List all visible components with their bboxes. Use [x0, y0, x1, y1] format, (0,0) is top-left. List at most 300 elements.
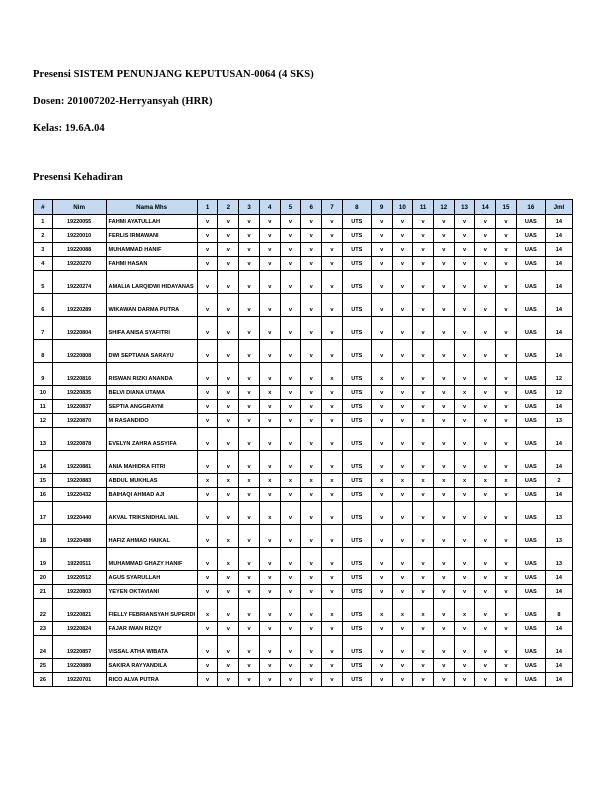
- student-name-cell: RICO ALVA PUTRA: [106, 673, 197, 687]
- column-header: Jml: [545, 200, 572, 215]
- total-cell: 14: [545, 636, 572, 659]
- attendance-mark-cell: v: [371, 622, 392, 636]
- attendance-mark-cell: v: [371, 525, 392, 548]
- student-name-cell: HAFIZ AHMAD HAIKAL: [106, 525, 197, 548]
- attendance-mark-cell: v: [197, 525, 218, 548]
- attendance-mark-cell: v: [413, 271, 434, 294]
- attendance-mark-cell: v: [475, 400, 496, 414]
- nim-cell: 19220511: [52, 548, 106, 571]
- attendance-mark-cell: v: [392, 428, 413, 451]
- row-number-cell: 22: [34, 599, 53, 622]
- attendance-mark-cell: v: [454, 502, 475, 525]
- column-header: 9: [371, 200, 392, 215]
- attendance-mark-cell: v: [454, 451, 475, 474]
- attendance-mark-cell: v: [496, 363, 517, 386]
- total-cell: 14: [545, 271, 572, 294]
- attendance-mark-cell: v: [301, 451, 322, 474]
- student-name-cell: ABDUL MUKHLAS: [106, 474, 197, 488]
- attendance-mark-cell: v: [197, 215, 218, 229]
- attendance-mark-cell: v: [475, 502, 496, 525]
- total-cell: 14: [545, 673, 572, 687]
- attendance-mark-cell: v: [301, 622, 322, 636]
- attendance-mark-cell: v: [239, 502, 260, 525]
- attendance-mark-cell: v: [197, 428, 218, 451]
- total-cell: 14: [545, 488, 572, 502]
- attendance-mark-cell: x: [371, 474, 392, 488]
- attendance-mark-cell: v: [301, 571, 322, 585]
- attendance-mark-cell: v: [280, 428, 301, 451]
- attendance-mark-cell: v: [496, 271, 517, 294]
- attendance-mark-cell: v: [322, 215, 343, 229]
- attendance-mark-cell: v: [454, 428, 475, 451]
- student-name-cell: MUHAMMAD GHAZY HANIF: [106, 548, 197, 571]
- attendance-mark-cell: UAS: [516, 585, 545, 599]
- attendance-mark-cell: v: [454, 294, 475, 317]
- attendance-mark-cell: x: [392, 474, 413, 488]
- attendance-mark-cell: v: [475, 428, 496, 451]
- row-number-cell: 7: [34, 317, 53, 340]
- attendance-mark-cell: v: [496, 257, 517, 271]
- attendance-mark-cell: v: [280, 414, 301, 428]
- column-header: 10: [392, 200, 413, 215]
- attendance-mark-cell: UAS: [516, 363, 545, 386]
- attendance-mark-cell: UTS: [342, 271, 371, 294]
- attendance-mark-cell: v: [496, 215, 517, 229]
- attendance-mark-cell: v: [454, 317, 475, 340]
- attendance-mark-cell: v: [392, 386, 413, 400]
- row-number-cell: 14: [34, 451, 53, 474]
- attendance-mark-cell: UTS: [342, 363, 371, 386]
- attendance-mark-cell: x: [239, 474, 260, 488]
- row-number-cell: 15: [34, 474, 53, 488]
- attendance-mark-cell: v: [433, 451, 454, 474]
- attendance-mark-cell: v: [496, 571, 517, 585]
- attendance-mark-cell: UAS: [516, 215, 545, 229]
- attendance-mark-cell: v: [301, 243, 322, 257]
- attendance-mark-cell: v: [218, 386, 239, 400]
- attendance-mark-cell: v: [259, 317, 280, 340]
- attendance-mark-cell: v: [239, 294, 260, 317]
- attendance-mark-cell: UTS: [342, 215, 371, 229]
- attendance-mark-cell: v: [259, 673, 280, 687]
- total-cell: 2: [545, 474, 572, 488]
- nim-cell: 19220289: [52, 294, 106, 317]
- total-cell: 14: [545, 451, 572, 474]
- attendance-mark-cell: UAS: [516, 414, 545, 428]
- attendance-mark-cell: v: [197, 488, 218, 502]
- attendance-mark-cell: UAS: [516, 636, 545, 659]
- attendance-mark-cell: v: [301, 400, 322, 414]
- table-row: [34, 294, 573, 317]
- row-number-cell: 4: [34, 257, 53, 271]
- attendance-mark-cell: v: [239, 317, 260, 340]
- attendance-mark-cell: v: [496, 659, 517, 673]
- attendance-mark-cell: v: [475, 229, 496, 243]
- table-row: [34, 659, 573, 673]
- attendance-mark-cell: v: [280, 451, 301, 474]
- attendance-mark-cell: v: [392, 451, 413, 474]
- attendance-mark-cell: UTS: [342, 474, 371, 488]
- student-name-cell: ANIA MAHIDRA FITRI: [106, 451, 197, 474]
- attendance-mark-cell: x: [280, 474, 301, 488]
- attendance-mark-cell: v: [280, 488, 301, 502]
- table-header-row: [34, 200, 573, 215]
- total-cell: 8: [545, 599, 572, 622]
- attendance-mark-cell: v: [239, 243, 260, 257]
- student-name-cell: BAIHAQI AHMAD AJI: [106, 488, 197, 502]
- attendance-mark-cell: v: [454, 257, 475, 271]
- table-row: [34, 215, 573, 229]
- attendance-mark-cell: v: [322, 525, 343, 548]
- attendance-mark-cell: v: [413, 294, 434, 317]
- attendance-mark-cell: v: [433, 673, 454, 687]
- attendance-mark-cell: v: [392, 257, 413, 271]
- attendance-mark-cell: v: [197, 229, 218, 243]
- attendance-mark-cell: v: [239, 622, 260, 636]
- attendance-mark-cell: UAS: [516, 294, 545, 317]
- student-name-cell: FIELLY FEBRIANSYAH SUPERDI: [106, 599, 197, 622]
- attendance-mark-cell: x: [322, 599, 343, 622]
- nim-cell: 19220055: [52, 215, 106, 229]
- attendance-mark-cell: x: [301, 474, 322, 488]
- attendance-mark-cell: x: [259, 474, 280, 488]
- attendance-mark-cell: v: [392, 673, 413, 687]
- attendance-mark-cell: v: [218, 229, 239, 243]
- column-header: 16: [516, 200, 545, 215]
- total-cell: 14: [545, 243, 572, 257]
- attendance-mark-cell: v: [413, 400, 434, 414]
- course-title: Presensi SISTEM PENUNJANG KEPUTUSAN-0064 (4 SKS): [33, 69, 314, 80]
- row-number-cell: 12: [34, 414, 53, 428]
- attendance-mark-cell: v: [454, 400, 475, 414]
- attendance-mark-cell: v: [433, 340, 454, 363]
- column-header: 12: [433, 200, 454, 215]
- attendance-mark-cell: v: [392, 271, 413, 294]
- table-row: [34, 548, 573, 571]
- attendance-mark-cell: v: [475, 636, 496, 659]
- attendance-mark-cell: x: [322, 363, 343, 386]
- attendance-mark-cell: v: [301, 363, 322, 386]
- nim-cell: 19220512: [52, 571, 106, 585]
- total-cell: 14: [545, 571, 572, 585]
- attendance-mark-cell: v: [392, 400, 413, 414]
- table-row: [34, 340, 573, 363]
- attendance-mark-cell: v: [433, 622, 454, 636]
- attendance-mark-cell: UAS: [516, 525, 545, 548]
- attendance-mark-cell: v: [496, 294, 517, 317]
- attendance-mark-cell: v: [280, 659, 301, 673]
- attendance-mark-cell: x: [433, 474, 454, 488]
- row-number-cell: 6: [34, 294, 53, 317]
- table-row: [34, 428, 573, 451]
- attendance-mark-cell: v: [239, 488, 260, 502]
- attendance-mark-cell: v: [433, 257, 454, 271]
- attendance-mark-cell: v: [475, 215, 496, 229]
- attendance-mark-cell: v: [475, 548, 496, 571]
- attendance-mark-cell: v: [322, 659, 343, 673]
- attendance-mark-cell: v: [433, 243, 454, 257]
- attendance-mark-cell: v: [301, 414, 322, 428]
- attendance-mark-cell: v: [280, 673, 301, 687]
- attendance-mark-cell: UTS: [342, 257, 371, 271]
- row-number-cell: 13: [34, 428, 53, 451]
- nim-cell: 19220803: [52, 585, 106, 599]
- student-name-cell: M RASANDIDO: [106, 414, 197, 428]
- attendance-mark-cell: v: [496, 400, 517, 414]
- column-header: 14: [475, 200, 496, 215]
- attendance-mark-cell: UTS: [342, 229, 371, 243]
- attendance-mark-cell: v: [301, 294, 322, 317]
- attendance-mark-cell: v: [454, 488, 475, 502]
- attendance-mark-cell: v: [496, 622, 517, 636]
- attendance-mark-cell: UAS: [516, 229, 545, 243]
- attendance-mark-cell: UTS: [342, 525, 371, 548]
- row-number-cell: 25: [34, 659, 53, 673]
- attendance-mark-cell: v: [239, 400, 260, 414]
- attendance-mark-cell: x: [413, 414, 434, 428]
- total-cell: 14: [545, 340, 572, 363]
- attendance-mark-cell: UAS: [516, 451, 545, 474]
- attendance-mark-cell: v: [371, 229, 392, 243]
- attendance-mark-cell: v: [280, 229, 301, 243]
- nim-cell: 19220088: [52, 243, 106, 257]
- attendance-mark-cell: v: [454, 636, 475, 659]
- column-header: 7: [322, 200, 343, 215]
- attendance-mark-cell: x: [322, 474, 343, 488]
- total-cell: 14: [545, 294, 572, 317]
- attendance-mark-cell: v: [371, 243, 392, 257]
- column-header: 6: [301, 200, 322, 215]
- attendance-mark-cell: v: [218, 294, 239, 317]
- column-header: Nama Mhs: [106, 200, 197, 215]
- nim-cell: 19220010: [52, 229, 106, 243]
- attendance-mark-cell: v: [280, 636, 301, 659]
- nim-cell: 19220870: [52, 414, 106, 428]
- attendance-mark-cell: UTS: [342, 488, 371, 502]
- attendance-mark-cell: UAS: [516, 599, 545, 622]
- attendance-mark-cell: v: [322, 294, 343, 317]
- nim-cell: 19220440: [52, 502, 106, 525]
- attendance-mark-cell: v: [197, 386, 218, 400]
- attendance-mark-cell: v: [496, 525, 517, 548]
- attendance-mark-cell: v: [259, 571, 280, 585]
- attendance-mark-cell: v: [239, 386, 260, 400]
- attendance-mark-cell: v: [413, 215, 434, 229]
- attendance-mark-cell: v: [322, 229, 343, 243]
- nim-cell: 19220488: [52, 525, 106, 548]
- column-header: 11: [413, 200, 434, 215]
- nim-cell: 19220878: [52, 428, 106, 451]
- attendance-mark-cell: v: [301, 271, 322, 294]
- attendance-mark-cell: UAS: [516, 659, 545, 673]
- attendance-mark-cell: v: [475, 659, 496, 673]
- attendance-mark-cell: v: [475, 673, 496, 687]
- attendance-mark-cell: v: [239, 414, 260, 428]
- attendance-mark-cell: v: [475, 271, 496, 294]
- nim-cell: 19220274: [52, 271, 106, 294]
- attendance-mark-cell: v: [392, 502, 413, 525]
- student-name-cell: BELVI DIANA UTAMA: [106, 386, 197, 400]
- attendance-mark-cell: v: [392, 571, 413, 585]
- attendance-mark-cell: v: [433, 548, 454, 571]
- attendance-mark-cell: v: [301, 488, 322, 502]
- attendance-mark-cell: UTS: [342, 502, 371, 525]
- attendance-mark-cell: v: [433, 428, 454, 451]
- table-row: [34, 257, 573, 271]
- attendance-mark-cell: v: [218, 414, 239, 428]
- attendance-mark-cell: UTS: [342, 673, 371, 687]
- attendance-mark-cell: v: [218, 215, 239, 229]
- total-cell: 14: [545, 659, 572, 673]
- attendance-mark-cell: v: [475, 525, 496, 548]
- attendance-mark-cell: x: [197, 474, 218, 488]
- attendance-mark-cell: v: [413, 659, 434, 673]
- attendance-mark-cell: UTS: [342, 585, 371, 599]
- attendance-mark-cell: v: [371, 414, 392, 428]
- column-header: 2: [218, 200, 239, 215]
- attendance-mark-cell: v: [218, 622, 239, 636]
- column-header: 4: [259, 200, 280, 215]
- attendance-mark-cell: v: [301, 636, 322, 659]
- attendance-mark-cell: v: [218, 243, 239, 257]
- attendance-mark-cell: v: [371, 488, 392, 502]
- attendance-mark-cell: UAS: [516, 488, 545, 502]
- attendance-mark-cell: v: [475, 317, 496, 340]
- attendance-mark-cell: v: [433, 599, 454, 622]
- attendance-mark-cell: v: [413, 428, 434, 451]
- attendance-mark-cell: v: [218, 673, 239, 687]
- total-cell: 14: [545, 400, 572, 414]
- attendance-mark-cell: v: [392, 363, 413, 386]
- attendance-mark-cell: v: [259, 636, 280, 659]
- student-name-cell: EVELYN ZAHRA ASSYIFA: [106, 428, 197, 451]
- column-header: 5: [280, 200, 301, 215]
- attendance-mark-cell: v: [454, 229, 475, 243]
- row-number-cell: 11: [34, 400, 53, 414]
- table-row: [34, 673, 573, 687]
- student-name-cell: VISSAL ATHA WIBATA: [106, 636, 197, 659]
- attendance-mark-cell: v: [413, 502, 434, 525]
- attendance-mark-cell: v: [454, 659, 475, 673]
- attendance-mark-cell: v: [496, 451, 517, 474]
- attendance-mark-cell: v: [433, 215, 454, 229]
- attendance-mark-cell: v: [454, 585, 475, 599]
- attendance-mark-cell: v: [259, 659, 280, 673]
- attendance-mark-cell: x: [259, 386, 280, 400]
- attendance-mark-cell: v: [413, 363, 434, 386]
- total-cell: 12: [545, 363, 572, 386]
- attendance-mark-cell: v: [371, 340, 392, 363]
- table-row: [34, 363, 573, 386]
- attendance-mark-cell: v: [454, 622, 475, 636]
- attendance-mark-cell: v: [259, 294, 280, 317]
- attendance-mark-cell: UAS: [516, 400, 545, 414]
- attendance-mark-cell: v: [218, 599, 239, 622]
- total-cell: 14: [545, 229, 572, 243]
- attendance-mark-cell: v: [413, 488, 434, 502]
- student-name-cell: FAHMI HASAN: [106, 257, 197, 271]
- column-header: 1: [197, 200, 218, 215]
- attendance-mark-cell: v: [454, 673, 475, 687]
- attendance-mark-cell: UTS: [342, 428, 371, 451]
- nim-cell: 19220857: [52, 636, 106, 659]
- attendance-mark-cell: v: [392, 294, 413, 317]
- row-number-cell: 26: [34, 673, 53, 687]
- attendance-mark-cell: v: [218, 428, 239, 451]
- row-number-cell: 2: [34, 229, 53, 243]
- attendance-mark-cell: UTS: [342, 317, 371, 340]
- attendance-mark-cell: v: [433, 571, 454, 585]
- attendance-mark-cell: x: [454, 386, 475, 400]
- attendance-mark-cell: v: [280, 340, 301, 363]
- attendance-mark-cell: v: [197, 340, 218, 363]
- total-cell: 14: [545, 585, 572, 599]
- attendance-mark-cell: v: [280, 548, 301, 571]
- attendance-mark-cell: v: [280, 400, 301, 414]
- total-cell: 14: [545, 428, 572, 451]
- nim-cell: 19220883: [52, 474, 106, 488]
- table-row: [34, 386, 573, 400]
- table-row: [34, 622, 573, 636]
- table-row: [34, 400, 573, 414]
- attendance-mark-cell: v: [392, 215, 413, 229]
- attendance-mark-cell: v: [301, 215, 322, 229]
- attendance-mark-cell: v: [218, 400, 239, 414]
- attendance-mark-cell: v: [433, 636, 454, 659]
- table-row: [34, 585, 573, 599]
- column-header: #: [34, 200, 53, 215]
- attendance-mark-cell: UAS: [516, 548, 545, 571]
- table-row: [34, 451, 573, 474]
- attendance-mark-cell: v: [496, 585, 517, 599]
- attendance-mark-cell: x: [371, 363, 392, 386]
- attendance-mark-cell: v: [496, 243, 517, 257]
- attendance-mark-cell: v: [475, 571, 496, 585]
- total-cell: 14: [545, 622, 572, 636]
- attendance-mark-cell: v: [371, 294, 392, 317]
- attendance-mark-cell: v: [322, 571, 343, 585]
- attendance-mark-cell: v: [392, 414, 413, 428]
- nim-cell: 19220804: [52, 317, 106, 340]
- table-row: [34, 525, 573, 548]
- table-row: [34, 271, 573, 294]
- attendance-mark-cell: v: [392, 548, 413, 571]
- attendance-mark-cell: UTS: [342, 243, 371, 257]
- student-name-cell: SEPTIA ANGGRAYNI: [106, 400, 197, 414]
- attendance-mark-cell: v: [322, 340, 343, 363]
- row-number-cell: 5: [34, 271, 53, 294]
- attendance-mark-cell: v: [496, 673, 517, 687]
- row-number-cell: 10: [34, 386, 53, 400]
- attendance-mark-cell: v: [496, 414, 517, 428]
- attendance-mark-cell: v: [433, 414, 454, 428]
- nim-cell: 19220270: [52, 257, 106, 271]
- row-number-cell: 21: [34, 585, 53, 599]
- attendance-mark-cell: v: [454, 571, 475, 585]
- attendance-mark-cell: v: [218, 571, 239, 585]
- attendance-mark-cell: v: [454, 525, 475, 548]
- attendance-mark-cell: v: [371, 585, 392, 599]
- attendance-mark-cell: v: [197, 414, 218, 428]
- attendance-mark-cell: v: [197, 571, 218, 585]
- attendance-mark-cell: v: [218, 585, 239, 599]
- row-number-cell: 3: [34, 243, 53, 257]
- attendance-mark-cell: v: [218, 451, 239, 474]
- attendance-mark-cell: v: [301, 257, 322, 271]
- total-cell: 13: [545, 525, 572, 548]
- attendance-mark-cell: v: [322, 585, 343, 599]
- attendance-mark-cell: v: [259, 400, 280, 414]
